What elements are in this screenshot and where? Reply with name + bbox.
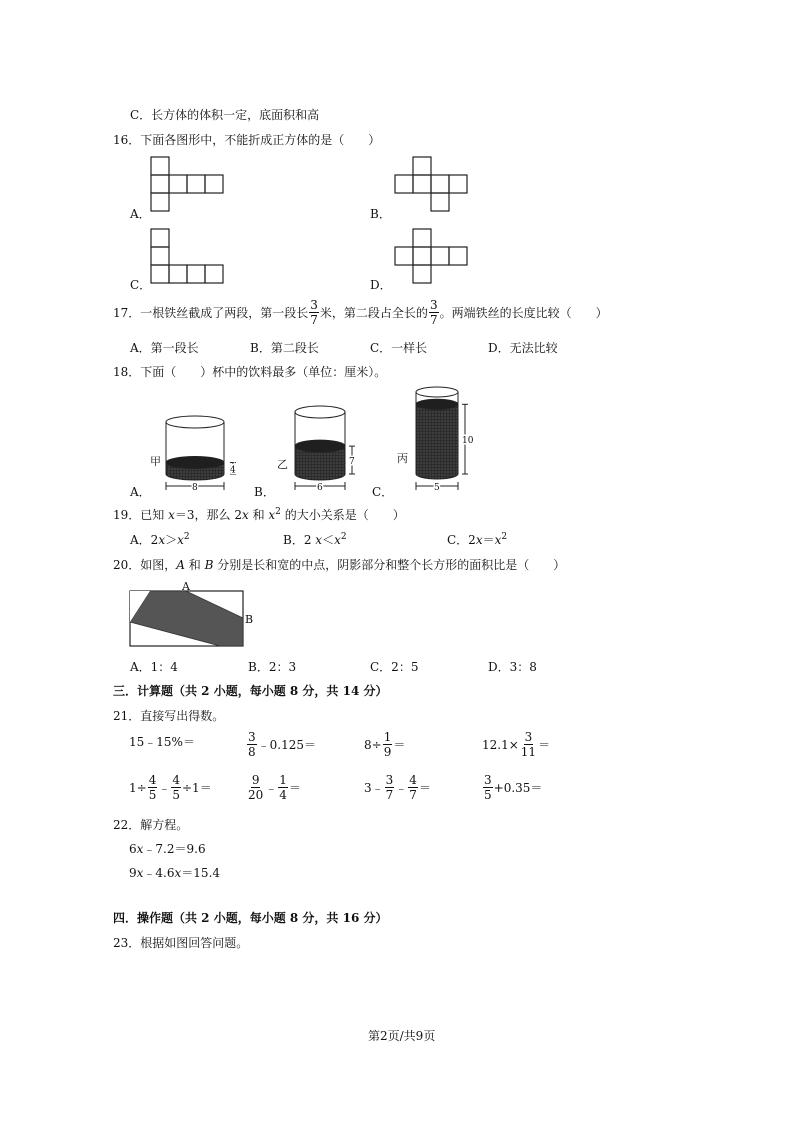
section3-title: 三．计算题（共 2 小题，每小题 8 分，共 14 分） <box>113 684 388 698</box>
q20-option-d: D．3：8 <box>488 660 537 674</box>
q16-label-a: A． <box>130 207 151 221</box>
q21-expr-2: $\frac{3}{8}$ ﹣0.125＝ <box>248 730 316 759</box>
cup-diameter-label: 5 <box>434 483 440 493</box>
q22-stem: 22．解方程。 <box>113 818 189 832</box>
cup-height-label: 7 <box>349 457 355 468</box>
cup-name: 甲 <box>150 455 161 468</box>
fraction: $\frac{3}{7}$ <box>385 773 394 802</box>
q21-expr-3: 8÷ $\frac{1}{9}$ ＝ <box>364 730 406 759</box>
q18-label-c: C． <box>372 485 394 499</box>
q21-expr-6: $\frac{9}{20}$ ﹣ $\frac{1}{4}$ ＝ <box>248 773 301 802</box>
q20-point-a: A <box>182 580 190 593</box>
q19-option-a: A．$2x>x^2$ <box>130 532 190 547</box>
q20-point-b: B <box>245 613 254 626</box>
q18-label-b: B． <box>254 485 275 499</box>
q16-label-d: D． <box>370 278 392 292</box>
q17-option-c: C．一样长 <box>370 341 428 355</box>
q21-stem: 21．直接写出得数。 <box>113 709 225 723</box>
cup-name: 丙 <box>397 452 408 465</box>
q21-expr-1: 15﹣15%＝ <box>129 735 195 749</box>
q19-option-c: C．$2x=x^2$ <box>447 532 508 547</box>
q17-stem: 17．一根铁丝截成了两段，第一段长 $\frac{3}{7}$ 米，第二段占全长的 $\frac{3}{7}$ 。两端铁丝的长度比较（ ） <box>113 298 608 327</box>
q20-stem: 20．如图，A 和 B 分别是长和宽的中点，阴影部分和整个长方形的面积比是（ ） <box>113 558 566 572</box>
q20-option-b: B．2：3 <box>248 660 297 674</box>
fraction: $\frac{4}{7}$ <box>409 773 417 802</box>
q20-option-a: A．1：4 <box>130 660 178 674</box>
q17-option-a: A．第一段长 <box>130 341 199 355</box>
fraction: $\frac{4}{5}$ <box>172 773 180 802</box>
cup-diameter-label: 6 <box>317 483 323 493</box>
q19-stem: 19．已知 x＝3，那么 2x 和 $x^2$ 的大小关系是（ ） <box>113 507 405 522</box>
q21-expr-5: 1÷ $\frac{4}{5}$ ﹣ $\frac{4}{5}$ ÷1＝ <box>129 773 212 802</box>
q22-equation-2: 9x﹣4.6x＝15.4 <box>129 866 221 880</box>
cup-height-label: 4 <box>230 465 236 476</box>
fraction: $\frac{3}{11}$ <box>520 730 537 759</box>
page-footer: 第2页/共9页 <box>368 1029 436 1043</box>
q17-option-b: B．第二段长 <box>250 341 319 355</box>
q18-label-a: A． <box>130 485 151 499</box>
q23-stem: 23．根据如图回答问题。 <box>113 936 249 950</box>
q21-expr-7: 3﹣ $\frac{3}{7}$ ﹣ $\frac{4}{7}$ ＝ <box>364 773 431 802</box>
q16-stem: 16．下面各图形中，不能折成正方体的是（ ） <box>113 133 381 147</box>
fraction: $\frac{3}{5}$ <box>484 773 492 802</box>
q19-option-b: B．2 $x<x^2$ <box>283 532 347 547</box>
cup-height-label: 10 <box>462 436 474 447</box>
fraction: $\frac{3}{7}$ <box>310 298 318 327</box>
q21-expr-4: 12.1× $\frac{3}{11}$ ＝ <box>482 730 551 759</box>
q15-option-c: C．长方体的体积一定，底面积和高 <box>130 108 320 122</box>
q16-label-c: C． <box>130 278 152 292</box>
fraction: $\frac{9}{20}$ <box>248 773 264 802</box>
q22-equation-1: 6x﹣7.2＝9.6 <box>129 842 206 856</box>
section4-title: 四．操作题（共 2 小题，每小题 8 分，共 16 分） <box>113 911 388 925</box>
q18-stem: 18．下面（ ）杯中的饮料最多（单位：厘米）。 <box>113 365 387 379</box>
fraction: $\frac{1}{4}$ <box>279 773 287 802</box>
q21-expr-8: $\frac{3}{5}$ +0.35＝ <box>484 773 543 802</box>
fraction: $\frac{3}{8}$ <box>248 730 256 759</box>
fraction: $\frac{4}{5}$ <box>148 773 157 802</box>
fraction: $\frac{3}{7}$ <box>429 298 438 327</box>
fraction: $\frac{1}{9}$ <box>383 730 392 759</box>
cup-diameter-label: 8 <box>192 483 198 493</box>
q17-option-d: D．无法比较 <box>488 341 558 355</box>
q20-option-c: C．2：5 <box>370 660 419 674</box>
q16-label-b: B． <box>370 207 391 221</box>
cup-name: 乙 <box>277 458 288 471</box>
